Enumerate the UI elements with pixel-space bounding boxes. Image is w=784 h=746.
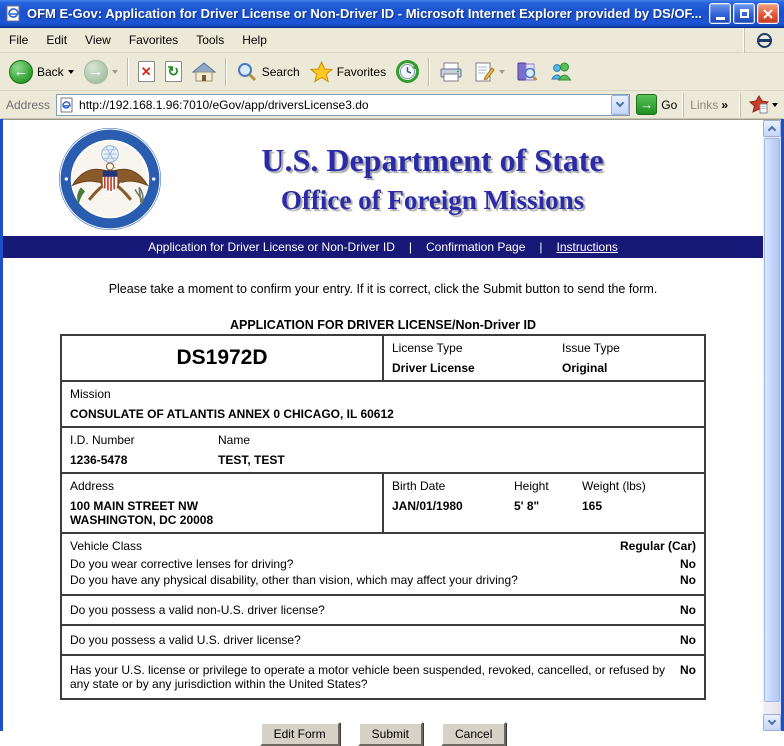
vertical-scrollbar[interactable]: [763, 119, 781, 731]
back-label: Back: [37, 64, 64, 79]
birth-date-label: Birth Date: [392, 479, 446, 493]
search-button[interactable]: [231, 58, 305, 86]
research-button[interactable]: [510, 57, 544, 86]
site-title-line1: U.S. Department of State: [261, 142, 604, 178]
weight-value: 165: [582, 499, 603, 513]
address-dropdown-button[interactable]: [611, 95, 629, 115]
nav-instructions-link[interactable]: Instructions: [556, 240, 618, 254]
mission-label: Mission: [70, 387, 111, 401]
answer-corrective-lenses: No: [680, 557, 696, 571]
messenger-button[interactable]: [544, 58, 578, 86]
vehicle-class-value: Regular (Car): [619, 539, 696, 553]
branding-theta-icon: [757, 33, 772, 48]
form-code: DS1972D: [61, 335, 383, 381]
address-url: http://192.168.1.96:7010/eGov/app/driversLicense3.do: [79, 97, 369, 112]
scrollbar-thumb[interactable]: [764, 138, 780, 702]
nav-application-label: Application for Driver License or Non-Driver ID: [148, 240, 395, 254]
title-bar: [0, 0, 784, 28]
question-physical-disability: Do you have any physical disability, other than vision, which may affect your driving?: [70, 573, 518, 587]
license-type-label: License Type: [392, 341, 463, 355]
application-table: [60, 334, 706, 700]
height-label: Height: [514, 479, 549, 493]
table-row: [61, 381, 705, 427]
links-label: Links: [690, 97, 719, 112]
table-row: [61, 473, 705, 533]
chevron-double-icon: »: [721, 97, 728, 112]
minimize-button[interactable]: [709, 3, 731, 24]
menu-bar: [0, 28, 784, 53]
minimize-icon: [716, 17, 725, 20]
license-type-value: Driver License: [392, 361, 475, 375]
answer-license-suspended: No: [680, 663, 696, 677]
scroll-down-button[interactable]: [763, 714, 781, 731]
answer-physical-disability: No: [680, 573, 696, 587]
nav-confirmation-label: Confirmation Page: [426, 240, 526, 254]
edit-dropdown-icon[interactable]: [499, 70, 505, 74]
address-input[interactable]: [56, 94, 630, 116]
table-row: [61, 533, 705, 595]
print-icon: [439, 61, 463, 83]
web-page: [3, 119, 763, 741]
scroll-up-button[interactable]: [763, 120, 781, 137]
table-row: [61, 655, 705, 699]
menu-favorites[interactable]: Favorites: [128, 33, 179, 47]
forward-button[interactable]: [79, 57, 123, 87]
refresh-icon: ↻: [167, 63, 180, 79]
submit-button[interactable]: Submit: [358, 722, 423, 746]
chevron-down-icon: [768, 717, 776, 725]
standard-toolbar: [0, 53, 784, 91]
history-icon: [396, 60, 419, 83]
toolbar-separator: [225, 58, 227, 86]
back-dropdown-icon[interactable]: [68, 70, 74, 74]
site-header: [3, 120, 763, 236]
close-icon: [763, 9, 773, 19]
home-icon: [192, 61, 216, 83]
chevron-down-icon: [616, 99, 624, 107]
research-book-icon: [515, 60, 539, 83]
refresh-button[interactable]: [160, 58, 187, 85]
id-number-value: 1236-5478: [70, 453, 128, 467]
forward-icon: →: [88, 63, 104, 80]
maximize-button[interactable]: [733, 3, 755, 24]
back-button[interactable]: [4, 57, 79, 87]
history-button[interactable]: [391, 57, 424, 86]
toolbar-separator: [428, 58, 430, 86]
pdf-dropdown-icon[interactable]: [772, 103, 778, 107]
cancel-button[interactable]: Cancel: [441, 722, 506, 746]
ie-window-icon: [5, 5, 22, 22]
favorites-star-icon: [310, 61, 333, 83]
answer-non-us-license: No: [680, 603, 696, 617]
menu-view[interactable]: View: [85, 33, 111, 47]
form-title: APPLICATION FOR DRIVER LICENSE/Non-Driver ID: [229, 318, 537, 332]
menu-help[interactable]: Help: [242, 33, 267, 47]
close-button[interactable]: [757, 3, 779, 24]
issue-type-value: Original: [562, 361, 608, 375]
maximize-icon: [740, 9, 749, 18]
edit-button[interactable]: [468, 58, 510, 86]
favorites-button[interactable]: [305, 58, 391, 86]
nav-separator: |: [408, 240, 412, 254]
confirmation-instruction: Please take a moment to confirm your entry. If it is correct, click the Submit button to send the form.: [108, 282, 658, 296]
forward-dropdown-icon[interactable]: [112, 70, 118, 74]
stop-button[interactable]: [133, 58, 160, 85]
address-line2: WASHINGTON, DC 20008: [70, 513, 214, 527]
links-bar[interactable]: [683, 93, 734, 117]
table-row: [61, 625, 705, 655]
go-arrow-icon: →: [640, 97, 654, 112]
messenger-icon: [549, 61, 573, 83]
stop-icon: ✕: [140, 63, 152, 79]
nav-separator: |: [539, 240, 543, 254]
search-icon: [236, 61, 258, 83]
birth-date-value: JAN/01/1980: [392, 499, 463, 513]
go-button[interactable]: [636, 94, 677, 115]
menu-tools[interactable]: Tools: [196, 33, 225, 47]
form-actions: [3, 722, 763, 746]
weight-label: Weight (lbs): [582, 479, 646, 493]
favorites-label: Favorites: [336, 64, 387, 79]
go-label: Go: [661, 97, 678, 112]
question-license-suspended: Has your U.S. license or privilege to operate a motor vehicle been suspended, revoked, cancelled, or refused by any state or by any jurisdiction within the United States?: [70, 663, 665, 691]
page-nav-bar: [3, 236, 763, 258]
question-corrective-lenses: Do you wear corrective lenses for driving?: [70, 557, 294, 571]
address-bar: [0, 91, 784, 119]
page-favicon: [60, 97, 75, 113]
address-field-label: Address: [70, 479, 115, 493]
toolbar-separator: [127, 58, 129, 86]
back-icon: ←: [13, 63, 29, 80]
adobe-pdf-icon: [749, 95, 769, 115]
table-row: [61, 335, 705, 381]
id-number-label: I.D. Number: [70, 433, 135, 447]
site-title-line2: Office of Foreign Missions: [280, 185, 585, 215]
question-non-us-license: Do you possess a valid non-U.S. driver license?: [70, 603, 325, 617]
question-us-license: Do you possess a valid U.S. driver license?: [70, 633, 301, 647]
table-row: [61, 595, 705, 625]
print-button[interactable]: [434, 58, 468, 86]
table-row: [61, 427, 705, 473]
window-title: OFM E-Gov: Application for Driver License or Non-Driver ID - Microsoft Internet Explorer provided by DS/OF...: [27, 6, 702, 21]
home-button[interactable]: [187, 58, 221, 86]
menu-file[interactable]: File: [9, 33, 29, 47]
address-label: Address: [6, 97, 51, 112]
name-label: Name: [218, 433, 251, 447]
pdf-toolbar-button[interactable]: [740, 93, 778, 117]
name-value: TEST, TEST: [218, 453, 285, 467]
answer-us-license: No: [680, 633, 696, 647]
height-value: 5' 8": [514, 499, 540, 513]
search-label: Search: [261, 64, 300, 79]
chevron-up-icon: [768, 126, 776, 134]
edit-page-icon: [473, 61, 495, 83]
edit-form-button[interactable]: Edit Form: [260, 722, 340, 746]
mission-value: CONSULATE OF ATLANTIS ANNEX 0 CHICAGO, IL 60612: [70, 407, 394, 421]
department-of-state-seal: [58, 127, 162, 231]
vehicle-class-label: Vehicle Class: [70, 539, 143, 553]
address-line1: 100 MAIN STREET NW: [70, 499, 199, 513]
menu-edit[interactable]: Edit: [46, 33, 68, 47]
issue-type-label: Issue Type: [562, 341, 620, 355]
